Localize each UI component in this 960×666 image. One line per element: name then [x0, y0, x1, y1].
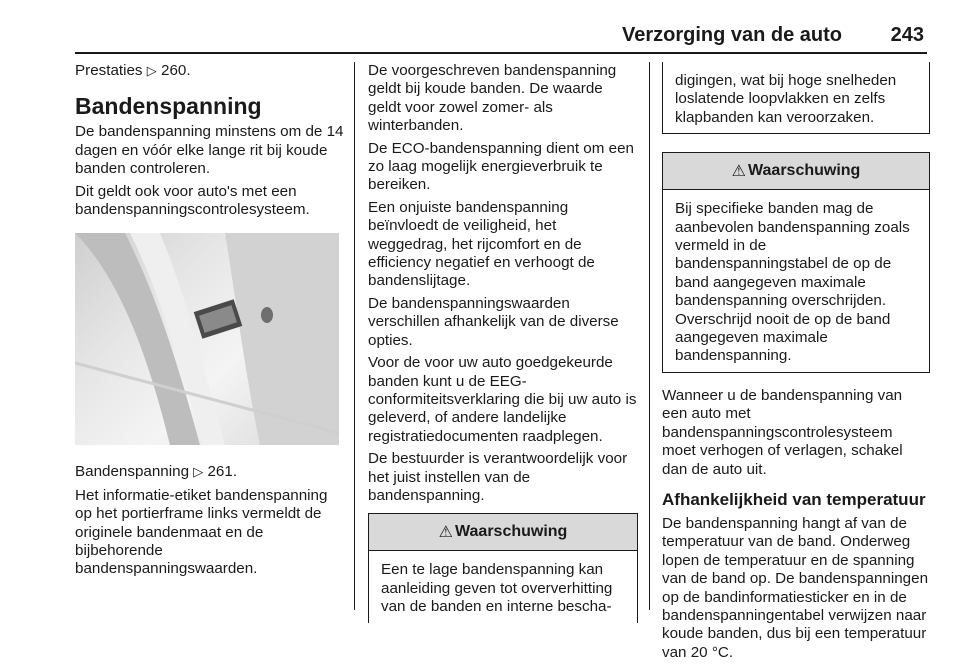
- page-link[interactable]: 261.: [207, 463, 238, 481]
- warning-triangle-icon: ⚠: [731, 161, 747, 181]
- paragraph: De bestuurder is verantwoordelijk voor het juist instellen van de bandenspanning.: [368, 450, 628, 504]
- paragraph: Het informatie-etiket bandenspanning op het portierframe links vermeldt de originele bandenmaat en de bijbehorende bandenspanningswaarden.: [75, 486, 328, 578]
- column-left: [75, 62, 345, 583]
- paragraph: De voorgeschreven bandenspanning geldt bij koude banden. De waarde geldt voor zowel zomer- als winterbanden.: [368, 62, 617, 135]
- subsection-title: Afhankelijkheid van temperatuur: [662, 489, 926, 509]
- warning-header: ⚠ Waarschuwing: [663, 153, 929, 190]
- section-title: Bandenspanning: [75, 93, 262, 120]
- warning-triangle-icon: ⚠: [438, 522, 454, 542]
- warning-header: ⚠ Waarschuwing: [369, 514, 637, 551]
- cross-reference: Prestaties ▷ 260.: [75, 62, 191, 79]
- column-middle: [368, 62, 638, 623]
- page-number: 243: [890, 24, 924, 46]
- warning-box: [662, 152, 930, 373]
- paragraph: Wanneer u de bandenspanning van een auto met bandenspanningscontrolesysteem moet verhogen of verlagen, schakel dan de auto uit.: [662, 386, 903, 478]
- page-title: Verzorging van de auto: [621, 24, 842, 46]
- paragraph: Dit geldt ook voor auto's met een bandenspanningscontrolesysteem.: [75, 182, 310, 219]
- paragraph: De bandenspanningswaarden verschillen afhankelijk van de diverse opties.: [368, 294, 619, 349]
- paragraph: De bandenspanning hangt af van de temperatuur van de band. Onderweg lopen de temperatuur en de spanning van de band op. De bandenspanningen op de bandinformatiesticker en in de bandenspanningentabel verwijzen naar koude banden, dus bij een temperatuur van 20 °C.: [662, 514, 929, 661]
- paragraph: Voor de voor uw auto goedgekeurde banden kunt u de EEG-conformiteitsverklaring die bij uw auto is geleverd, of andere landelijke registratiedocumenten raadplegen.: [368, 354, 637, 445]
- paragraph: De bandenspanning minstens om de 14 dagen en vóór elke lange rit bij koude banden controleren.: [75, 123, 344, 178]
- page-header: [0, 0, 960, 50]
- column-right: [662, 62, 930, 666]
- header-divider: [75, 52, 927, 54]
- column-divider: [354, 62, 355, 610]
- column-divider: [649, 62, 650, 610]
- page-link[interactable]: 260.: [161, 62, 191, 79]
- warning-body: Een te lage bandenspanning kan aanleiding geven tot oververhitting van de banden en interne bescha-: [381, 561, 613, 616]
- door-frame-photo: [75, 233, 339, 445]
- warning-box: [368, 513, 638, 622]
- warning-body: Bij specifieke banden mag de aanbevolen bandenspanning zoals vermeld in de bandenspanningstabel de op de band aangegeven maximale bandenspanning overschrijden. Overschrijd nooit de op de band aangegeven maximale bandenspanning.: [675, 200, 910, 365]
- paragraph: De ECO-bandenspanning dient om een zo laag mogelijk energieverbruik te bereiken.: [368, 139, 634, 194]
- warning-body: digingen, wat bij hoge snelheden loslatende loopvlakken en zelfs klapbanden kan veroorzaken.: [675, 72, 897, 126]
- paragraph: Een onjuiste bandenspanning beïnvloedt de veiligheid, het weggedrag, het rijcomfort en de efficiency negatief en verhoogt de bandenslijtage.: [368, 198, 595, 290]
- warning-box-continued: [662, 62, 930, 134]
- cross-reference: Bandenspanning ▷ 261.: [75, 463, 238, 481]
- arrow-ref-icon: ▷: [193, 465, 204, 481]
- arrow-ref-icon: ▷: [146, 64, 157, 79]
